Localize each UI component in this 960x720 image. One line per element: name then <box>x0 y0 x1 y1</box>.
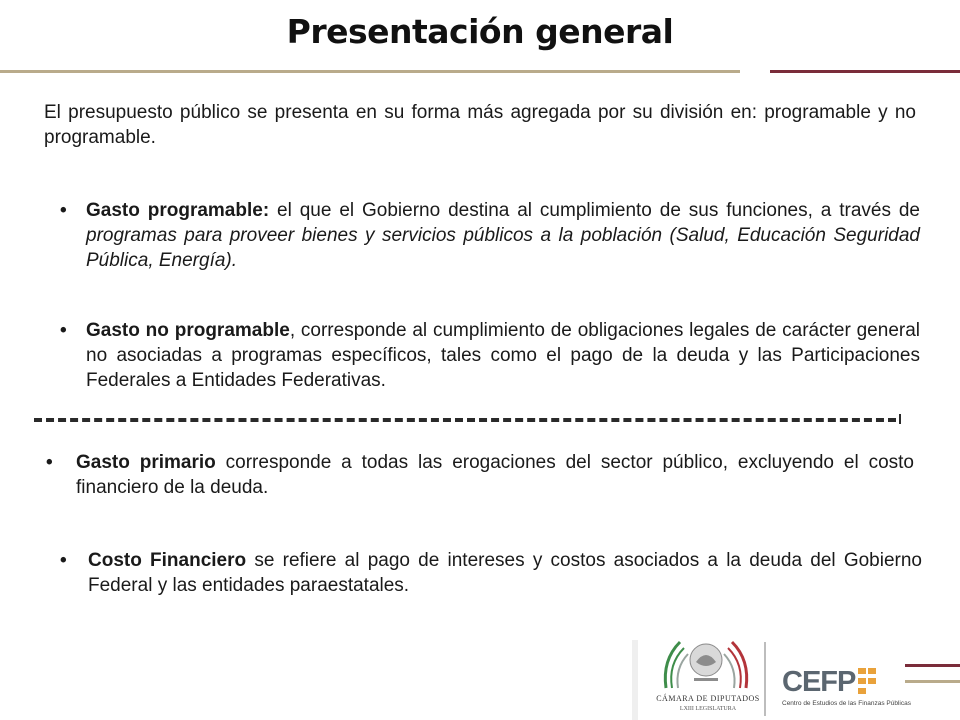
intro-paragraph: El presupuesto público se presenta en su forma más agregada por su división en: programable y no programable. <box>44 102 916 148</box>
bullet-lead: Gasto no programable <box>86 320 290 341</box>
bullet-gasto-programable <box>60 198 920 273</box>
cefp-logo-text: CEFP <box>782 666 856 698</box>
bullet-italic-text: programas para proveer bienes y servicios públicos a la población (Salud, Educación Seguridad Pública, Energía). <box>86 225 920 271</box>
bullet-text: se refiere al pago de intereses y costos asociados a la deuda del Gobierno Federal y las entidades paraestatales. <box>88 550 922 596</box>
logo-panel-edge <box>632 640 638 720</box>
footer-logos <box>640 630 910 720</box>
bullet-dot: • <box>46 452 53 473</box>
title-rule-left <box>0 70 740 73</box>
dashed-separator-end <box>899 414 901 424</box>
bullet-text: corresponde a todas las erogaciones del sector público, excluyendo el costo financiero de la deuda. <box>76 452 914 498</box>
bullet-lead: Gasto primario <box>76 452 216 473</box>
dashed-separator <box>34 418 896 422</box>
camara-seal-logo <box>658 630 754 694</box>
bullet-text: , corresponde al cumplimiento de obligaciones legales de carácter general no asociadas a programas específicos, tales como el pago de la deuda y las Participaciones Federales a Entidades Federativas. <box>86 320 921 391</box>
footer-rule-gold <box>905 680 960 683</box>
page-title: Presentación general <box>286 12 674 51</box>
title-rule-right <box>770 70 960 73</box>
bullet-lead: Costo Financiero <box>88 550 247 571</box>
cefp-mark-icon <box>858 668 876 694</box>
bullet-dot: • <box>60 550 67 571</box>
bullet-gasto-no-programable <box>60 318 921 393</box>
bullet-gasto-primario <box>46 450 914 500</box>
bullet-dot: • <box>60 320 67 341</box>
camara-name: CÁMARA DE DIPUTADOS <box>656 694 760 703</box>
cefp-subtitle: Centro de Estudios de las Finanzas Públicas <box>782 700 911 707</box>
footer-rule-maroon <box>905 664 960 667</box>
bullet-text: el que el Gobierno destina al cumplimiento de sus funciones, a través de <box>269 200 920 221</box>
legislatura-label: LXIII LEGISLATURA <box>679 706 737 712</box>
bullet-lead: Gasto programable: <box>86 200 270 221</box>
bullet-costo-financiero <box>60 548 922 598</box>
logo-divider <box>764 642 766 716</box>
bullet-dot: • <box>60 200 67 221</box>
